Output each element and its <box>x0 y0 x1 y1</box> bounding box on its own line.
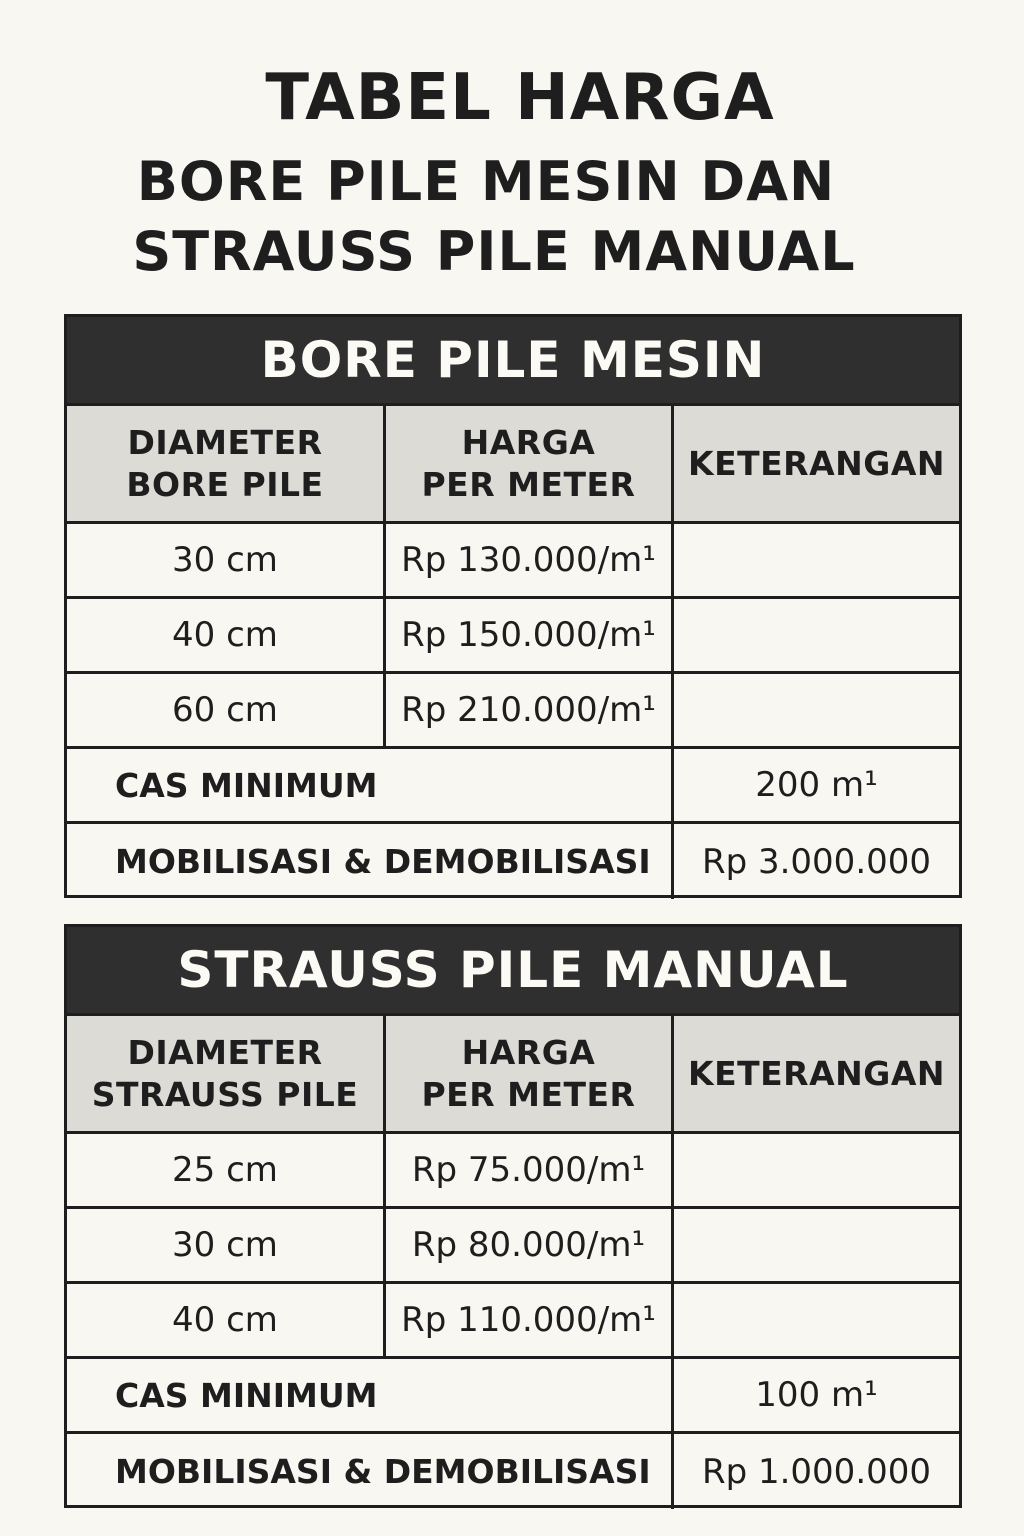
header-text: DIAMETER <box>127 422 323 462</box>
summary-label: CAS MINIMUM <box>67 749 674 821</box>
mobilization-row <box>67 1434 959 1509</box>
price-cell: Rp 210.000/m¹ <box>386 674 674 746</box>
mobilization-row <box>67 824 959 899</box>
header-text: PER METER <box>421 1074 636 1114</box>
price-cell: Rp 80.000/m¹ <box>386 1209 674 1281</box>
note-cell <box>674 524 959 596</box>
summary-label: CAS MINIMUM <box>67 1359 674 1431</box>
summary-label: MOBILISASI & DEMOBILISASI <box>67 824 674 899</box>
table-row <box>67 1284 959 1359</box>
header-text: BORE PILE <box>126 464 324 504</box>
header-text: DIAMETER <box>127 1032 323 1072</box>
table-row <box>67 1209 959 1284</box>
header-text: STRAUSS PILE <box>91 1074 359 1114</box>
table-row <box>67 1134 959 1209</box>
table-title: STRAUSS PILE MANUAL <box>67 927 959 1016</box>
diameter-cell: 30 cm <box>67 1209 386 1281</box>
table-row <box>67 674 959 749</box>
table-header-row <box>67 1016 959 1134</box>
note-cell <box>674 1284 959 1356</box>
page-subtitle-line1: BORE PILE MESIN DAN <box>136 150 836 213</box>
price-cell: Rp 150.000/m¹ <box>386 599 674 671</box>
summary-value: 200 m¹ <box>755 765 878 805</box>
minimum-charge-row <box>67 749 959 824</box>
header-note <box>674 406 959 521</box>
diameter-cell: 60 cm <box>67 674 386 746</box>
minimum-charge-row <box>67 1359 959 1434</box>
note-cell <box>674 1134 959 1206</box>
table-row <box>67 599 959 674</box>
price-cell: Rp 110.000/m¹ <box>386 1284 674 1356</box>
table-title: BORE PILE MESIN <box>67 317 959 406</box>
note-cell <box>674 599 959 671</box>
header-text: PER METER <box>421 464 636 504</box>
note-cell <box>674 1209 959 1281</box>
table-row <box>67 524 959 599</box>
summary-value: Rp 1.000.000 <box>701 1451 932 1492</box>
page-subtitle-line2: STRAUSS PILE MANUAL <box>132 220 856 283</box>
header-text: KETERANGAN <box>688 1053 945 1093</box>
diameter-cell: 30 cm <box>67 524 386 596</box>
table-header-row <box>67 406 959 524</box>
note-cell <box>674 674 959 746</box>
page-title: TABEL HARGA <box>265 61 775 135</box>
price-cell: Rp 75.000/m¹ <box>386 1134 674 1206</box>
diameter-cell: 25 cm <box>67 1134 386 1206</box>
diameter-cell: 40 cm <box>67 599 386 671</box>
header-text: HARGA <box>461 422 596 462</box>
header-price <box>386 406 674 521</box>
summary-value: 100 m¹ <box>755 1375 878 1415</box>
header-text: HARGA <box>461 1032 596 1072</box>
summary-value: Rp 3.000.000 <box>701 841 932 882</box>
bore-pile-table <box>64 314 962 898</box>
strauss-pile-table <box>64 924 962 1508</box>
price-cell: Rp 130.000/m¹ <box>386 524 674 596</box>
header-text: KETERANGAN <box>688 443 945 483</box>
diameter-cell: 40 cm <box>67 1284 386 1356</box>
summary-label: MOBILISASI & DEMOBILISASI <box>67 1434 674 1509</box>
header-diameter <box>67 406 386 521</box>
header-diameter <box>67 1016 386 1131</box>
header-note <box>674 1016 959 1131</box>
header-price <box>386 1016 674 1131</box>
